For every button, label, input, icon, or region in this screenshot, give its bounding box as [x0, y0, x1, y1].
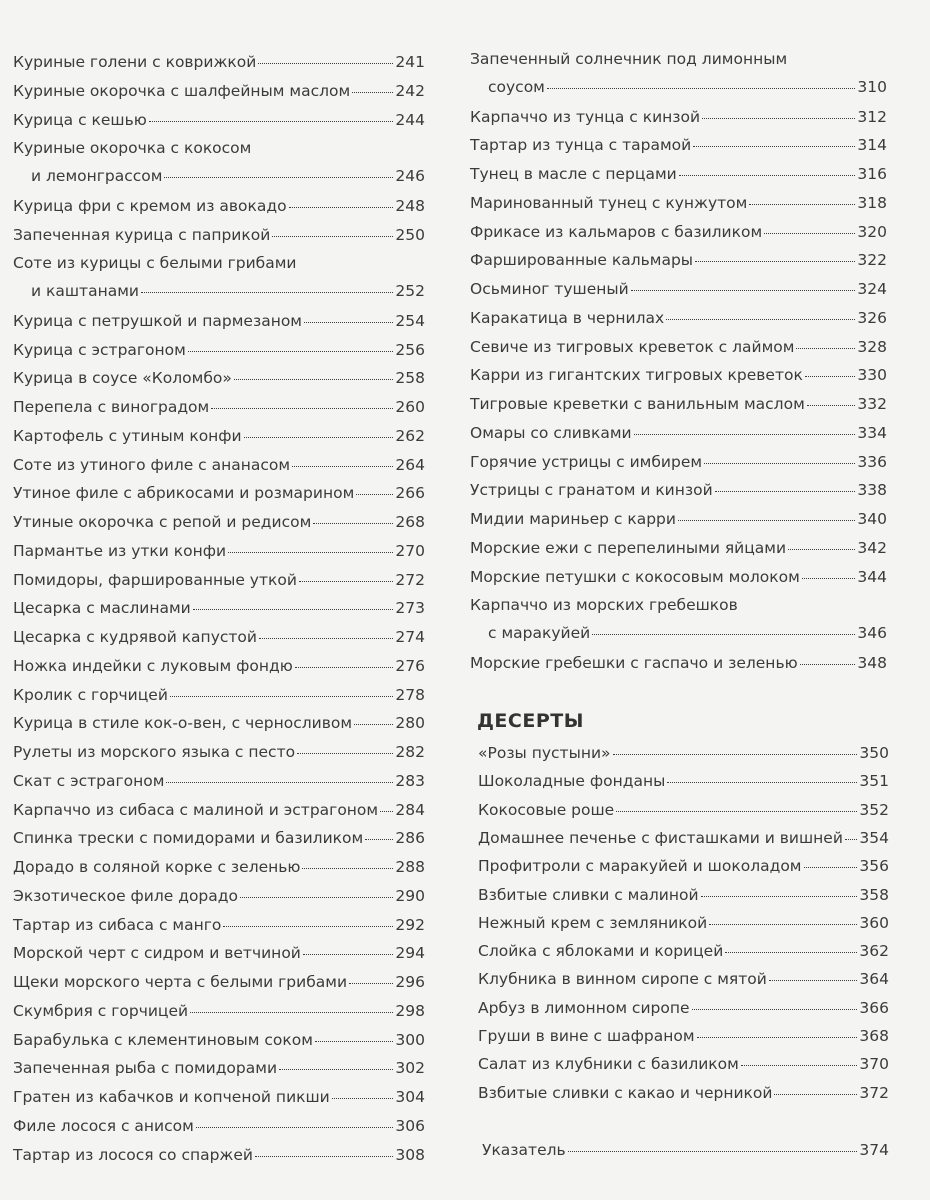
dot-leader: [332, 1097, 394, 1099]
dot-leader: [697, 1036, 858, 1038]
toc-entry-title: Курица с кешью: [13, 110, 147, 129]
toc-page-number: 254: [395, 311, 425, 330]
dot-leader: [845, 838, 858, 840]
toc-entry[interactable]: [478, 881, 889, 909]
toc-page-number: 308: [395, 1145, 425, 1164]
dot-leader: [211, 407, 393, 409]
toc-entry-title: Запеченная рыба с помидорами: [13, 1059, 278, 1078]
toc-entry[interactable]: [13, 249, 425, 305]
toc-entry-title: Морские ежи с перепелиными яйцами: [470, 538, 787, 557]
toc-entry-title: Помидоры, фаршированные уткой: [13, 570, 297, 589]
toc-entry[interactable]: [470, 448, 887, 476]
toc-entry[interactable]: [470, 505, 887, 533]
toc-entry[interactable]: [13, 393, 425, 421]
toc-entry-title-cont: соусом: [488, 78, 545, 96]
toc-entry[interactable]: [470, 361, 887, 389]
toc-entry-title: Тартар из лосося со спаржей: [13, 1145, 254, 1164]
dot-leader: [244, 436, 394, 438]
toc-entry[interactable]: [13, 77, 425, 105]
dot-leader: [193, 608, 394, 610]
toc-page-number: 286: [395, 829, 425, 848]
dot-leader: [701, 895, 858, 897]
dot-leader: [292, 465, 393, 467]
dot-leader: [678, 519, 855, 521]
toc-page-number: 290: [395, 886, 425, 905]
dot-leader: [631, 289, 856, 291]
dot-leader: [299, 580, 393, 582]
toc-page-number: 278: [395, 685, 425, 704]
toc-entry[interactable]: [13, 767, 425, 795]
dot-leader: [774, 1093, 857, 1095]
toc-entry[interactable]: [13, 1054, 425, 1082]
dot-leader: [289, 206, 394, 208]
toc-page-number: 270: [395, 541, 425, 560]
toc-entry-title: Карпаччо из сибаса с малиной и эстрагоном: [13, 800, 379, 819]
toc-page-number: 268: [395, 513, 425, 531]
toc-entry-title: Запеченная курица с паприкой: [13, 225, 271, 244]
dot-leader: [592, 633, 855, 635]
dot-leader: [547, 87, 856, 89]
toc-entry[interactable]: [478, 994, 889, 1022]
dot-leader: [749, 203, 855, 205]
toc-page-number: 326: [857, 308, 887, 327]
toc-entry[interactable]: [13, 882, 425, 910]
toc-entry[interactable]: [13, 939, 425, 967]
toc-page-number: 318: [857, 193, 887, 212]
toc-entry[interactable]: [478, 767, 889, 795]
dot-leader: [796, 347, 855, 349]
dot-leader: [667, 781, 857, 783]
toc-page-number: 306: [395, 1116, 425, 1135]
dot-leader: [295, 666, 394, 668]
toc-entry[interactable]: [13, 853, 425, 881]
dot-leader: [365, 838, 393, 840]
toc-entry[interactable]: [13, 594, 425, 622]
toc-entry-title: Куриные голени с коврижкой: [13, 53, 257, 71]
toc-entry[interactable]: [13, 508, 425, 536]
dot-leader: [725, 951, 857, 953]
toc-entry[interactable]: [478, 1022, 889, 1050]
dot-leader: [234, 378, 394, 380]
toc-entry[interactable]: [470, 246, 887, 274]
dot-leader: [354, 723, 393, 725]
dot-leader: [166, 781, 393, 783]
toc-entry-title: Каракатица в чернилах: [470, 308, 665, 327]
toc-entry-title: Курица в стиле кок-о-вен, с черносливом: [13, 714, 353, 733]
dot-leader: [188, 350, 394, 352]
toc-entry[interactable]: [470, 591, 887, 647]
toc-page-number: 273: [395, 599, 425, 618]
toc-page-number: 302: [395, 1059, 425, 1078]
toc-entry-title: Перепела с виноградом: [13, 398, 210, 416]
dot-leader: [802, 577, 856, 579]
desserts-heading: ДЕСЕРТЫ: [477, 710, 584, 732]
toc-page-number: 294: [395, 944, 425, 963]
toc-page-number: 350: [859, 744, 889, 762]
toc-page-number: 304: [395, 1088, 425, 1106]
toc-entry-title: Взбитые сливки с малиной: [478, 885, 699, 904]
toc-page-number: 256: [395, 340, 425, 359]
toc-entry[interactable]: [470, 419, 887, 447]
dot-leader: [800, 663, 856, 665]
toc-page-number: 310: [857, 78, 887, 96]
toc-page-number: 322: [857, 251, 887, 270]
toc-entry[interactable]: [13, 824, 425, 852]
toc-entry[interactable]: [13, 192, 425, 220]
toc-page-number: 358: [859, 885, 889, 904]
dot-leader: [223, 925, 393, 927]
toc-page-number: 328: [857, 337, 887, 356]
toc-entry-title: Экзотическое филе дорадо: [13, 886, 238, 905]
toc-entry-title: Тартар из тунца с тарамой: [470, 136, 692, 155]
toc-page-number: 316: [857, 165, 887, 183]
toc-entry-title: Домашнее печенье с фисташками и вишней: [478, 828, 843, 847]
dot-leader: [764, 232, 855, 234]
toc-entry-title: Гратен из кабачков и копченой пикши: [13, 1088, 330, 1106]
toc-entry[interactable]: [13, 307, 425, 335]
toc-page-number: 284: [395, 800, 425, 819]
toc-page-number: 292: [395, 915, 425, 934]
toc-page-number: 280: [395, 714, 425, 733]
toc-entry-title: Арбуз в лимонном сиропе: [478, 998, 690, 1017]
dot-leader: [693, 145, 855, 147]
toc-entry[interactable]: [470, 333, 887, 361]
dot-leader: [356, 493, 393, 495]
toc-entry-title: Указатель: [482, 1141, 566, 1159]
dot-leader: [741, 1064, 858, 1066]
toc-page-number: 332: [857, 395, 887, 413]
toc-page-number: 346: [857, 624, 887, 643]
toc-entry-title-cont: с маракуйей: [488, 624, 591, 643]
toc-entry-title: Курица с эстрагоном: [13, 340, 186, 359]
toc-entry-title: Клубника в винном сиропе с мятой: [478, 970, 767, 989]
toc-page-number: 356: [859, 857, 889, 876]
dot-leader: [297, 752, 393, 754]
toc-entry[interactable]: [478, 852, 889, 880]
dot-leader: [272, 235, 393, 237]
toc-entry-title: Соте из утиного филе с ананасом: [13, 455, 291, 474]
toc-entry[interactable]: [13, 336, 425, 364]
toc-entry[interactable]: [13, 451, 425, 479]
toc-page-number: 348: [857, 653, 887, 672]
toc-entry[interactable]: [478, 965, 889, 993]
toc-entry-title: Карпаччо из тунца с кинзой: [470, 107, 701, 126]
toc-entry[interactable]: [470, 534, 887, 562]
toc-entry-title: Курица с петрушкой и пармезаном: [13, 311, 303, 330]
toc-page-number: 274: [395, 628, 425, 646]
toc-entry-title: Картофель с утиным конфи: [13, 426, 242, 445]
toc-page-number: 262: [395, 426, 425, 445]
toc-page-number: 324: [857, 280, 887, 298]
dot-leader: [313, 522, 393, 524]
toc-entry[interactable]: [13, 796, 425, 824]
toc-entry[interactable]: [13, 566, 425, 594]
dot-leader: [702, 117, 855, 119]
toc-page-number: 336: [857, 452, 887, 471]
toc-entry[interactable]: [13, 364, 425, 392]
toc-entry-title: Тигровые креветки с ванильным маслом: [470, 395, 805, 413]
toc-entry-title: Куриные окорочка с кокосом: [13, 139, 252, 158]
toc-entry[interactable]: [13, 623, 425, 651]
toc-page-number: 330: [857, 366, 887, 385]
toc-entry[interactable]: [13, 48, 425, 76]
dot-leader: [380, 810, 393, 812]
toc-entry[interactable]: [470, 476, 887, 504]
toc-entry-title: Профитроли с маракуйей и шоколадом: [478, 857, 802, 876]
toc-page-number: 283: [395, 771, 425, 790]
toc-entry[interactable]: [470, 103, 887, 131]
toc-entry[interactable]: [470, 390, 887, 418]
toc-entry[interactable]: [13, 1112, 425, 1140]
toc-entry-title: Курица фри с кремом из авокадо: [13, 196, 287, 215]
toc-page-number: 296: [395, 973, 425, 991]
dot-leader: [149, 120, 394, 122]
toc-entry[interactable]: [13, 106, 425, 134]
toc-entry-title-cont: и лемонграссом: [31, 167, 163, 186]
toc-entry-title: Филе лосося с анисом: [13, 1116, 194, 1135]
dot-leader: [769, 979, 858, 981]
toc-entry-title: Цесарка с кудрявой капустой: [13, 628, 257, 646]
toc-entry-title: Шоколадные фонданы: [478, 772, 666, 791]
toc-entry[interactable]: [13, 681, 425, 709]
toc-entry-title: Цесарка с маслинами: [13, 599, 191, 618]
toc-entry-title: Запеченный солнечник под лимонным: [470, 50, 788, 68]
toc-entry-title: Салат из клубники с базиликом: [478, 1055, 739, 1074]
dot-leader: [279, 1068, 393, 1070]
toc-page-number: 276: [395, 656, 425, 675]
toc-entry[interactable]: [470, 275, 887, 303]
toc-entry-title: Горячие устрицы с имбирем: [470, 452, 703, 471]
toc-page-number: 360: [859, 913, 889, 932]
toc-entry-title: Карри из гигантских тигровых креветок: [470, 366, 803, 385]
toc-entry[interactable]: [470, 189, 887, 217]
toc-entry[interactable]: [470, 563, 887, 591]
toc-page-number: 320: [857, 222, 887, 241]
toc-page-number: 272: [395, 570, 425, 589]
toc-entry-title: Карпаччо из морских гребешков: [470, 596, 738, 615]
dot-leader: [303, 953, 394, 955]
toc-entry[interactable]: [13, 968, 425, 996]
toc-entry[interactable]: [478, 824, 889, 852]
toc-page-number: 246: [395, 167, 425, 186]
toc-entry[interactable]: [478, 1050, 889, 1078]
dot-leader: [704, 462, 855, 464]
dot-leader: [666, 318, 855, 320]
toc-page-number: 368: [859, 1027, 889, 1045]
dot-leader: [679, 174, 856, 176]
dot-leader: [141, 291, 393, 293]
dot-leader: [255, 1155, 393, 1157]
toc-entry-title: Кролик с горчицей: [13, 685, 168, 704]
toc-entry-title: Фаршированные кальмары: [470, 251, 694, 270]
dot-leader: [692, 1008, 858, 1010]
toc-entry[interactable]: [13, 537, 425, 565]
toc-entry-title: Устрицы с гранатом и кинзой: [470, 481, 713, 500]
toc-page-number: 242: [395, 81, 425, 100]
toc-entry[interactable]: [13, 911, 425, 939]
toc-entry-title: Барабулька с клементиновым соком: [13, 1030, 313, 1049]
toc-entry-title: Кокосовые роше: [478, 800, 615, 819]
toc-entry[interactable]: [13, 652, 425, 680]
toc-entry-title: Рулеты из морского языка с песто: [13, 743, 296, 761]
dot-leader: [315, 1040, 394, 1042]
toc-entry[interactable]: [470, 45, 887, 101]
toc-entry[interactable]: [13, 479, 425, 507]
toc-entry-title: Ножка индейки с луковым фондю: [13, 656, 293, 675]
toc-page-number: 366: [859, 998, 889, 1017]
toc-entry-title: Морской черт с сидром и ветчиной: [13, 944, 301, 963]
toc-page-number: 340: [857, 510, 887, 528]
toc-entry-title: Груши в вине с шафраном: [478, 1027, 695, 1045]
dot-leader: [228, 551, 393, 553]
toc-entry-title: Скат с эстрагоном: [13, 771, 165, 790]
toc-entry[interactable]: [478, 937, 889, 965]
toc-entry[interactable]: [13, 709, 425, 737]
toc-entry-title: Маринованный тунец с кунжутом: [470, 193, 748, 212]
toc-entry[interactable]: [13, 1083, 425, 1111]
dot-leader: [190, 1011, 393, 1013]
toc-page-number: 364: [859, 970, 889, 989]
toc-entry-title: Дорадо в соляной корке с зеленью: [13, 858, 301, 876]
toc-entry-title: Скумбрия с горчицей: [13, 1001, 189, 1020]
dot-leader: [568, 1150, 858, 1152]
toc-page-number: 264: [395, 455, 425, 474]
dot-leader: [302, 867, 393, 869]
toc-page-number: 298: [395, 1001, 425, 1020]
dot-leader: [634, 433, 856, 435]
toc-page-number: 344: [857, 567, 887, 586]
toc-entry[interactable]: [13, 1141, 425, 1169]
toc-entry-title: Курица в соусе «Коломбо»: [13, 369, 232, 388]
toc-page-number: 258: [395, 369, 425, 388]
toc-entry[interactable]: [470, 649, 887, 677]
toc-page-number: 374: [859, 1141, 889, 1159]
toc-page-number: 252: [395, 282, 425, 301]
toc-entry[interactable]: [13, 738, 425, 766]
toc-page-number: 300: [395, 1030, 425, 1049]
toc-entry[interactable]: [478, 909, 889, 937]
toc-entry-title: Тунец в масле с перцами: [470, 165, 677, 183]
dot-leader: [164, 176, 393, 178]
toc-entry-title: Взбитые сливки с какао и черникой: [478, 1083, 773, 1102]
toc-entry[interactable]: [478, 1079, 889, 1107]
dot-leader: [616, 810, 857, 812]
toc-entry-title: Севиче из тигровых креветок с лаймом: [470, 337, 795, 356]
toc-page-number: 250: [395, 225, 425, 244]
toc-entry-title: Куриные окорочка с шалфейным маслом: [13, 81, 351, 100]
toc-page-number: 312: [857, 107, 887, 126]
toc-page-number: 342: [857, 538, 887, 557]
toc-page-number: 314: [857, 136, 887, 155]
dot-leader: [170, 695, 394, 697]
toc-page-number: 354: [859, 828, 889, 847]
toc-entry[interactable]: [13, 422, 425, 450]
toc-entry-title: Пармантье из утки конфи: [13, 541, 227, 560]
toc-page-number: 266: [395, 484, 425, 503]
toc-entry[interactable]: [470, 131, 887, 159]
dot-leader: [240, 896, 393, 898]
toc-page-number: 244: [395, 110, 425, 129]
toc-entry-title: Слойка с яблоками и корицей: [478, 942, 724, 961]
toc-entry[interactable]: [13, 1026, 425, 1054]
dot-leader: [805, 375, 856, 377]
dot-leader: [695, 260, 855, 262]
dot-leader: [258, 62, 393, 64]
toc-entry-title: Нежный крем с земляникой: [478, 913, 708, 932]
dot-leader: [807, 404, 856, 406]
toc-page-number: 370: [859, 1055, 889, 1074]
toc-entry[interactable]: [478, 739, 889, 767]
toc-entry-title: Морские гребешки с гаспачо и зеленью: [470, 653, 798, 672]
dot-leader: [352, 91, 393, 93]
toc-entry-title: Соте из курицы с белыми грибами: [13, 254, 297, 273]
toc-entry-title: «Розы пустыни»: [478, 744, 611, 762]
toc-page-number: 241: [395, 53, 425, 71]
toc-entry-title: Морские петушки с кокосовым молоком: [470, 567, 800, 586]
toc-entry-title: Мидии мариньер с карри: [470, 510, 676, 528]
toc-entry-title: Утиные окорочка с репой и редисом: [13, 513, 312, 531]
toc-page-number: 282: [395, 743, 425, 761]
dot-leader: [804, 866, 858, 868]
toc-entry[interactable]: [470, 304, 887, 332]
toc-page-number: 372: [859, 1083, 889, 1102]
dot-leader: [259, 637, 393, 639]
toc-page-number: 338: [857, 481, 887, 500]
toc-page-number: 334: [857, 423, 887, 442]
toc-page-number: 288: [395, 858, 425, 876]
toc-entry-title: Осьминог тушеный: [470, 280, 629, 298]
toc-entry-title: Тартар из сибаса с манго: [13, 915, 222, 934]
toc-page-number: 351: [859, 772, 889, 791]
toc-entry[interactable]: [470, 218, 887, 246]
toc-entry[interactable]: [470, 160, 887, 188]
toc-entry[interactable]: [13, 134, 425, 190]
toc-page-number: 248: [395, 196, 425, 215]
toc-page-number: 260: [395, 398, 425, 416]
toc-entry-title: Утиное филе с абрикосами и розмарином: [13, 484, 355, 503]
dot-leader: [304, 321, 393, 323]
toc-entry-title: Спинка трески с помидорами и базиликом: [13, 829, 364, 848]
dot-leader: [196, 1126, 394, 1128]
dot-leader: [349, 982, 393, 984]
toc-entry-title-cont: и каштанами: [31, 282, 139, 301]
toc-entry-title: Фрикасе из кальмаров с базиликом: [470, 222, 763, 241]
toc-entry-title: Щеки морского черта с белыми грибами: [13, 973, 348, 991]
toc-entry-title: Омары со сливками: [470, 423, 632, 442]
dot-leader: [709, 923, 857, 925]
toc-entry[interactable]: [13, 221, 425, 249]
toc-entry[interactable]: [13, 997, 425, 1025]
toc-entry[interactable]: [482, 1136, 889, 1164]
toc-page-number: 362: [859, 942, 889, 961]
toc-entry[interactable]: [478, 796, 889, 824]
dot-leader: [788, 548, 855, 550]
dot-leader: [613, 753, 858, 755]
dot-leader: [715, 490, 856, 492]
toc-page-number: 352: [859, 800, 889, 819]
